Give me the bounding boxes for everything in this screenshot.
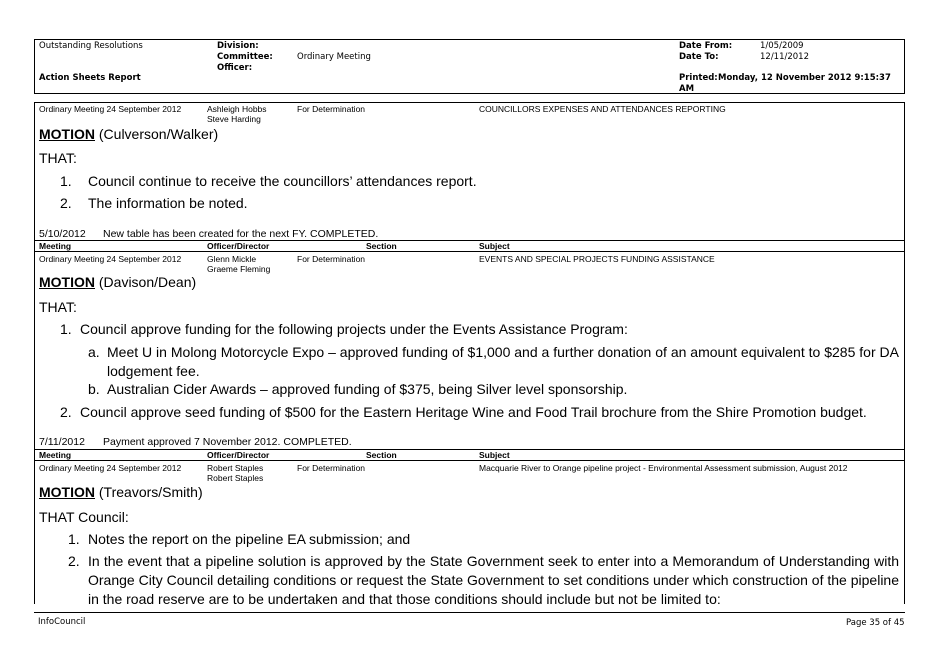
- item1-subject: COUNCILLORS EXPENSES AND ATTENDANCES REPORTING: [479, 104, 726, 114]
- motion-movers: (Davison/Dean): [95, 274, 197, 290]
- motion-label: MOTION: [39, 484, 95, 500]
- divider: [34, 240, 905, 241]
- item2-subpoint-text: Meet U in Molong Motorcycle Expo – approved funding of $1,000 and a further donation of an amount equivalent to $285 for DA lodgement fee.: [107, 344, 899, 379]
- item2-subpoint-text: Australian Cider Awards – approved funding of $375, being Silver level sponsorship.: [107, 381, 628, 397]
- printed-label: Printed:: [679, 73, 718, 83]
- col-header-officer: Officer/Director: [207, 241, 270, 251]
- item3-point-number: 1.: [68, 531, 80, 547]
- item1-point-number: 2.: [60, 195, 72, 211]
- printed-value-cont: AM: [679, 84, 695, 94]
- item3-subject: Macquarie River to Orange pipeline project - Environmental Assessment submission, August 2012: [479, 463, 848, 473]
- footer-rule: [34, 612, 905, 613]
- item2-section: For Determination: [297, 254, 366, 264]
- col-header-section: Section: [366, 241, 397, 251]
- item2-note-text: Payment approved 7 November 2012. COMPLETED.: [103, 436, 352, 448]
- printed-value: Monday, 12 November 2012 9:15:37: [718, 73, 891, 83]
- report-type: Action Sheets Report: [39, 73, 141, 83]
- item1-section: For Determination: [297, 104, 366, 114]
- item2-officer: Glenn Mickle: [207, 254, 257, 264]
- item1-point-text: Council continue to receive the councillors’ attendances report.: [88, 173, 477, 189]
- date-from-value: 1/05/2009: [760, 41, 804, 51]
- item2-motion: [39, 274, 196, 290]
- item2-director: Graeme Fleming: [207, 264, 271, 274]
- date-to-label: Date To:: [679, 52, 719, 62]
- item2-point-text: Council approve funding for the following projects under the Events Assistance Program:: [80, 321, 628, 337]
- col-header-subject: Subject: [479, 450, 510, 460]
- item3-that: THAT Council:: [39, 509, 129, 525]
- committee-value: Ordinary Meeting: [297, 52, 371, 62]
- item3-meeting: Ordinary Meeting 24 September 2012: [39, 463, 182, 473]
- item3-point-text: Notes the report on the pipeline EA submission; and: [88, 531, 411, 547]
- division-label: Division:: [217, 41, 259, 51]
- item1-point-text: The information be noted.: [88, 195, 248, 211]
- motion-label: MOTION: [39, 126, 95, 142]
- motion-movers: (Treavors/Smith): [95, 484, 203, 500]
- date-from-label: Date From:: [679, 41, 733, 51]
- item2-point-number: 2.: [60, 404, 72, 420]
- item3-point-number: 2.: [68, 553, 80, 569]
- item2-meeting: Ordinary Meeting 24 September 2012: [39, 254, 182, 264]
- item2-point-number: 1.: [60, 321, 72, 337]
- item1-motion: [39, 126, 218, 142]
- col-header-meeting: Meeting: [39, 450, 72, 460]
- item1-officer: Ashleigh Hobbs: [207, 104, 267, 114]
- divider: [34, 460, 905, 461]
- committee-label: Committee:: [217, 52, 273, 62]
- motion-label: MOTION: [39, 274, 95, 290]
- item2-point-text: Council approve seed funding of $500 for the Eastern Heritage Wine and Food Trail brochure from the Shire Promotion budget.: [80, 404, 867, 420]
- item2-that: THAT:: [39, 299, 77, 315]
- col-header-meeting: Meeting: [39, 241, 72, 251]
- item2-subpoint-letter: a.: [88, 344, 100, 360]
- item2-subpoint-letter: b.: [88, 381, 100, 397]
- footer-brand: InfoCouncil: [38, 617, 86, 627]
- item1-note-date: 5/10/2012: [39, 228, 86, 240]
- divider: [34, 251, 905, 252]
- date-to-value: 12/11/2012: [760, 52, 809, 62]
- item1-note-text: New table has been created for the next FY. COMPLETED.: [103, 228, 379, 240]
- item2-subject: EVENTS AND SPECIAL PROJECTS FUNDING ASSISTANCE: [479, 254, 715, 264]
- item3-point-text: In the event that a pipeline solution is approved by the State Government seek to enter into a Memorandum of Understanding with Orange City Council detailing conditions or request the State Government to set conditions under which construction of the pipeline in the road reserve are to be undertaken and that those conditions should include but not be limited to:: [88, 553, 899, 607]
- item3-officer: Robert Staples: [207, 463, 264, 473]
- item3-motion: [39, 484, 203, 500]
- report-header: [34, 39, 905, 94]
- item1-point-number: 1.: [60, 173, 72, 189]
- item3-director: Robert Staples: [207, 473, 264, 483]
- item3-section: For Determination: [297, 463, 366, 473]
- item1-that: THAT:: [39, 150, 77, 166]
- report-name: Outstanding Resolutions: [39, 41, 143, 51]
- col-header-officer: Officer/Director: [207, 450, 270, 460]
- col-header-section: Section: [366, 450, 397, 460]
- divider: [34, 449, 905, 450]
- item1-director: Steve Harding: [207, 114, 261, 124]
- officer-label: Officer:: [217, 63, 253, 73]
- page-number: Page 35 of 45: [846, 618, 905, 628]
- item2-note-date: 7/11/2012: [39, 436, 85, 448]
- col-header-subject: Subject: [479, 241, 510, 251]
- motion-movers: (Culverson/Walker): [95, 126, 219, 142]
- item1-meeting: Ordinary Meeting 24 September 2012: [39, 104, 182, 114]
